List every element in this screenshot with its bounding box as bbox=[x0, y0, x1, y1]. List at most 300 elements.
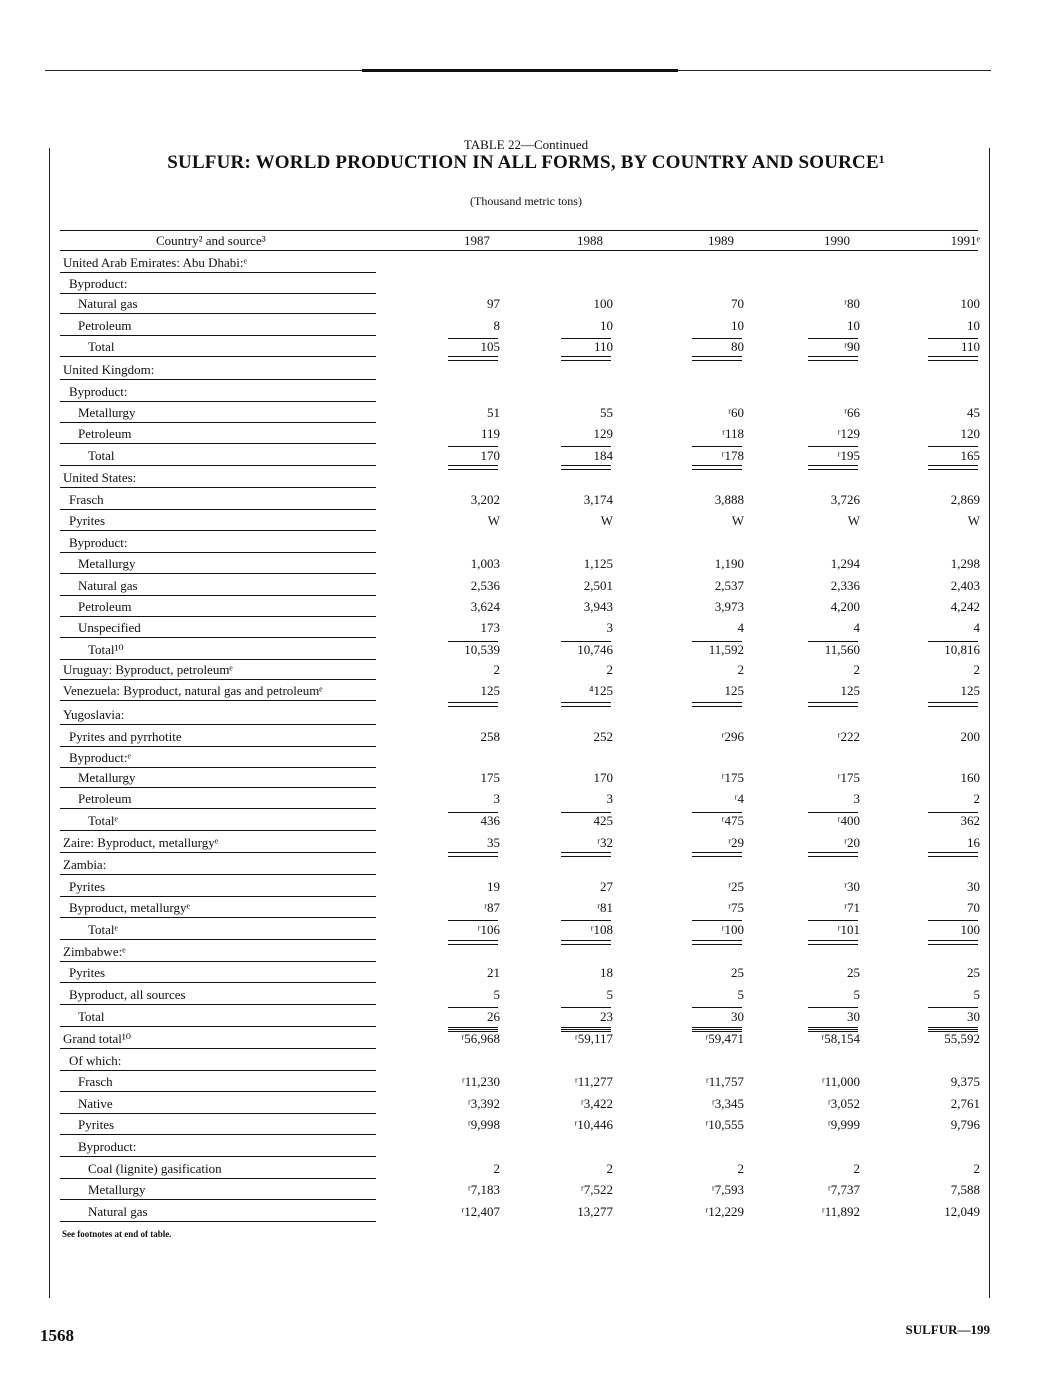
column-header-country: Country² and source³ bbox=[156, 233, 266, 248]
double-sum-rule bbox=[692, 852, 742, 857]
row-value bbox=[694, 942, 744, 962]
row-value: 170 bbox=[480, 448, 500, 463]
sum-rule bbox=[692, 1029, 742, 1030]
double-sum-rule bbox=[448, 940, 498, 945]
column-header-1991: 1991ᵉ bbox=[950, 233, 980, 248]
row-value: 51 bbox=[487, 405, 500, 420]
sum-rule bbox=[692, 338, 742, 339]
row-value bbox=[694, 382, 744, 402]
double-sum-rule bbox=[561, 465, 611, 470]
table-row bbox=[0, 1180, 1052, 1201]
running-head: SULFUR—199 bbox=[905, 1322, 990, 1337]
row-value: 105 bbox=[480, 339, 500, 354]
row-value: 1,003 bbox=[470, 556, 500, 571]
row-value: ʳ66 bbox=[844, 405, 860, 420]
row-value bbox=[694, 533, 744, 553]
row-value: 10 bbox=[600, 318, 613, 333]
row-value: 2,536 bbox=[470, 578, 500, 593]
row-value: 110 bbox=[960, 339, 980, 354]
row-value: 125 bbox=[960, 683, 980, 698]
row-value: ʳ56,968 bbox=[461, 1031, 500, 1046]
row-value: 10,539 bbox=[464, 642, 500, 657]
row-value bbox=[930, 942, 980, 962]
row-value: 1,298 bbox=[950, 556, 980, 571]
row-value: 436 bbox=[480, 813, 500, 828]
row-value bbox=[450, 533, 500, 553]
row-value: 3 bbox=[606, 620, 613, 635]
row-value bbox=[930, 748, 980, 768]
row-value bbox=[930, 382, 980, 402]
double-sum-rule bbox=[692, 465, 742, 470]
double-sum-rule bbox=[561, 852, 611, 857]
row-value: 173 bbox=[480, 620, 500, 635]
row-value bbox=[930, 1137, 980, 1157]
row-value: 2,537 bbox=[714, 578, 744, 593]
row-value bbox=[450, 748, 500, 768]
row-value: ʳ296 bbox=[721, 729, 744, 744]
column-header-1990: 1990 bbox=[824, 233, 850, 248]
sum-rule bbox=[561, 812, 611, 813]
row-value: ʳ7,183 bbox=[467, 1182, 500, 1197]
row-value: ʳ11,230 bbox=[461, 1074, 500, 1089]
row-value: 184 bbox=[593, 448, 613, 463]
row-value: 4 bbox=[973, 620, 980, 635]
double-sum-rule bbox=[928, 356, 978, 361]
row-value bbox=[563, 468, 613, 488]
table-row bbox=[0, 554, 1052, 575]
sum-rule bbox=[928, 812, 978, 813]
row-value: 30 bbox=[967, 879, 980, 894]
table-row bbox=[0, 1051, 1052, 1072]
table-row bbox=[0, 1007, 1052, 1028]
row-label: Pyrites and pyrrhotite bbox=[60, 727, 376, 747]
row-label: Petroleum bbox=[60, 424, 376, 444]
row-value: 70 bbox=[967, 900, 980, 915]
row-label: Zimbabwe:ᵉ bbox=[60, 942, 376, 962]
table-row bbox=[0, 855, 1052, 876]
row-value bbox=[810, 855, 860, 875]
double-sum-rule bbox=[808, 465, 858, 470]
row-value: 5 bbox=[737, 987, 744, 1002]
row-value bbox=[930, 1051, 980, 1071]
table-row bbox=[0, 511, 1052, 532]
double-sum-rule bbox=[928, 465, 978, 470]
row-value: 258 bbox=[480, 729, 500, 744]
double-sum-rule bbox=[928, 940, 978, 945]
table-row bbox=[0, 811, 1052, 832]
table-row bbox=[0, 618, 1052, 639]
row-label: Zambia: bbox=[60, 855, 376, 875]
sum-rule bbox=[448, 641, 498, 642]
row-label: Yugoslavia: bbox=[60, 705, 376, 725]
row-value bbox=[810, 1051, 860, 1071]
row-value: 10 bbox=[731, 318, 744, 333]
row-value bbox=[450, 942, 500, 962]
row-label: Pyrites bbox=[60, 877, 376, 897]
row-label: Total bbox=[60, 337, 376, 357]
row-value bbox=[563, 533, 613, 553]
double-sum-rule bbox=[928, 702, 978, 707]
table-row bbox=[0, 1115, 1052, 1136]
row-value: 5 bbox=[973, 987, 980, 1002]
row-value: ʳ58,154 bbox=[821, 1031, 860, 1046]
row-value: 4,200 bbox=[830, 599, 860, 614]
row-value: 2,761 bbox=[950, 1096, 980, 1111]
table-row bbox=[0, 316, 1052, 337]
row-value: ʳ30 bbox=[844, 879, 860, 894]
row-value: ʳ3,345 bbox=[711, 1096, 744, 1111]
sum-rule bbox=[448, 920, 498, 921]
row-value: 3 bbox=[606, 791, 613, 806]
table-row bbox=[0, 576, 1052, 597]
double-sum-rule bbox=[448, 356, 498, 361]
row-value bbox=[930, 468, 980, 488]
row-label: Petroleum bbox=[60, 789, 376, 809]
table-row bbox=[0, 920, 1052, 941]
double-sum-rule bbox=[561, 702, 611, 707]
row-value: 3,943 bbox=[583, 599, 613, 614]
row-value: ʳ87 bbox=[484, 900, 500, 915]
row-value: ʳ7,522 bbox=[580, 1182, 613, 1197]
row-value bbox=[450, 1051, 500, 1071]
row-value: 13,277 bbox=[577, 1204, 613, 1219]
row-value: 27 bbox=[600, 879, 613, 894]
row-label: Byproduct:ᵉ bbox=[60, 748, 376, 768]
row-value: ʳ4 bbox=[734, 791, 744, 806]
row-value: 23 bbox=[600, 1009, 613, 1024]
double-sum-rule bbox=[561, 940, 611, 945]
table-row bbox=[0, 1029, 1052, 1050]
table-row bbox=[0, 1072, 1052, 1093]
row-label: Metallurgy bbox=[60, 554, 376, 574]
row-value: 4,242 bbox=[950, 599, 980, 614]
row-value bbox=[450, 382, 500, 402]
sum-rule bbox=[448, 812, 498, 813]
row-value: 2 bbox=[853, 662, 860, 677]
row-value: 25 bbox=[847, 965, 860, 980]
row-value: 125 bbox=[840, 683, 860, 698]
row-label: Petroleum bbox=[60, 597, 376, 617]
row-value: 100 bbox=[960, 296, 980, 311]
row-value: 100 bbox=[960, 922, 980, 937]
row-value: W bbox=[731, 513, 744, 528]
row-value: 12,049 bbox=[944, 1204, 980, 1219]
footnote: See footnotes at end of table. bbox=[62, 1229, 172, 1239]
row-value: 1,190 bbox=[714, 556, 744, 571]
top-rule-accent bbox=[362, 69, 678, 72]
table-row bbox=[0, 1094, 1052, 1115]
row-value bbox=[694, 748, 744, 768]
row-value: ʳ222 bbox=[837, 729, 860, 744]
row-value: ʳ80 bbox=[844, 296, 860, 311]
row-value bbox=[694, 855, 744, 875]
row-label: Of which: bbox=[60, 1051, 376, 1071]
row-value: ʳ3,422 bbox=[580, 1096, 613, 1111]
row-value: 170 bbox=[593, 770, 613, 785]
table-row bbox=[0, 597, 1052, 618]
column-header-1989: 1989 bbox=[708, 233, 734, 248]
row-value bbox=[563, 855, 613, 875]
row-value: 55,592 bbox=[944, 1031, 980, 1046]
sum-rule bbox=[808, 338, 858, 339]
row-value: ʳ11,757 bbox=[705, 1074, 744, 1089]
row-value: ʳ12,407 bbox=[461, 1204, 500, 1219]
row-value: ʳ195 bbox=[837, 448, 860, 463]
row-label: Byproduct, metallurgyᵉ bbox=[60, 898, 376, 918]
table-row bbox=[0, 942, 1052, 963]
table-row bbox=[0, 789, 1052, 810]
row-label: Uruguay: Byproduct, petroleumᵉ bbox=[60, 660, 376, 680]
sum-rule bbox=[808, 641, 858, 642]
double-sum-rule bbox=[808, 702, 858, 707]
row-value: 55 bbox=[600, 405, 613, 420]
sum-rule bbox=[561, 1007, 611, 1008]
row-label: Byproduct: bbox=[60, 382, 376, 402]
table-row bbox=[0, 640, 1052, 661]
row-value: ʳ9,998 bbox=[467, 1117, 500, 1132]
row-value: ʳ11,892 bbox=[821, 1204, 860, 1219]
table-row bbox=[0, 681, 1052, 702]
row-value: 2,501 bbox=[583, 578, 613, 593]
row-value: 100 bbox=[593, 296, 613, 311]
sum-rule bbox=[561, 641, 611, 642]
sum-rule bbox=[448, 1029, 498, 1030]
row-value bbox=[930, 274, 980, 294]
row-value: 165 bbox=[960, 448, 980, 463]
row-value: 2,403 bbox=[950, 578, 980, 593]
row-value bbox=[810, 942, 860, 962]
table-row bbox=[0, 1202, 1052, 1223]
row-value: ʳ108 bbox=[590, 922, 613, 937]
row-label: Totalᵉ bbox=[60, 811, 376, 831]
table-row bbox=[0, 424, 1052, 445]
row-value: W bbox=[487, 513, 500, 528]
row-label: Pyrites bbox=[60, 511, 376, 531]
row-value: 160 bbox=[960, 770, 980, 785]
row-label: Coal (lignite) gasification bbox=[60, 1159, 376, 1179]
row-value bbox=[563, 274, 613, 294]
row-value bbox=[563, 382, 613, 402]
row-value: 200 bbox=[960, 729, 980, 744]
row-value: 97 bbox=[487, 296, 500, 311]
table-row bbox=[0, 403, 1052, 424]
row-value: 3,174 bbox=[583, 492, 613, 507]
row-value: ʳ71 bbox=[844, 900, 860, 915]
sum-rule bbox=[561, 920, 611, 921]
row-value bbox=[563, 705, 613, 725]
table-row bbox=[0, 468, 1052, 489]
table-row bbox=[0, 1159, 1052, 1180]
table-row bbox=[0, 490, 1052, 511]
sum-rule bbox=[448, 1007, 498, 1008]
row-value: ʳ11,000 bbox=[821, 1074, 860, 1089]
row-value: 5 bbox=[606, 987, 613, 1002]
row-value: ʳ10,555 bbox=[705, 1117, 744, 1132]
row-label: Byproduct: bbox=[60, 1137, 376, 1157]
row-label: Total bbox=[60, 1007, 376, 1027]
row-value: 9,796 bbox=[950, 1117, 980, 1132]
row-value: ʳ101 bbox=[837, 922, 860, 937]
row-value bbox=[563, 1051, 613, 1071]
row-value: ʳ475 bbox=[721, 813, 744, 828]
row-value: 110 bbox=[593, 339, 613, 354]
row-value: 120 bbox=[960, 426, 980, 441]
table-row bbox=[0, 963, 1052, 984]
row-value: ʳ90 bbox=[844, 339, 860, 354]
row-value bbox=[450, 1137, 500, 1157]
row-value: 2 bbox=[737, 1161, 744, 1176]
header-top-rule bbox=[60, 230, 978, 231]
row-value bbox=[450, 855, 500, 875]
row-value bbox=[563, 748, 613, 768]
row-value: 3,973 bbox=[714, 599, 744, 614]
row-value: 1,125 bbox=[583, 556, 613, 571]
sum-rule bbox=[561, 1029, 611, 1030]
row-label: Unspecified bbox=[60, 618, 376, 638]
column-header-1988: 1988 bbox=[577, 233, 603, 248]
row-value: ʳ3,052 bbox=[827, 1096, 860, 1111]
row-value bbox=[930, 533, 980, 553]
row-value bbox=[810, 748, 860, 768]
row-value: 2,869 bbox=[950, 492, 980, 507]
table-row bbox=[0, 253, 1052, 274]
row-value: 3,624 bbox=[470, 599, 500, 614]
row-value: ʳ9,999 bbox=[827, 1117, 860, 1132]
table-row bbox=[0, 274, 1052, 295]
row-value bbox=[563, 1137, 613, 1157]
row-value: 3,726 bbox=[830, 492, 860, 507]
row-value: 11,592 bbox=[708, 642, 744, 657]
row-value: W bbox=[600, 513, 613, 528]
row-value: 2 bbox=[853, 1161, 860, 1176]
row-value: ʳ7,737 bbox=[827, 1182, 860, 1197]
row-value: ʳ29 bbox=[728, 835, 744, 850]
row-value: ʳ100 bbox=[721, 922, 744, 937]
sum-rule bbox=[808, 812, 858, 813]
row-value: ⁴125 bbox=[588, 683, 613, 698]
table-row bbox=[0, 337, 1052, 358]
double-sum-rule bbox=[448, 465, 498, 470]
row-value: 4 bbox=[853, 620, 860, 635]
row-value: W bbox=[967, 513, 980, 528]
row-value: 252 bbox=[593, 729, 613, 744]
table-row bbox=[0, 660, 1052, 681]
row-value: 2,336 bbox=[830, 578, 860, 593]
sum-rule bbox=[692, 641, 742, 642]
row-value: 129 bbox=[593, 426, 613, 441]
row-value: 2 bbox=[973, 662, 980, 677]
sum-rule bbox=[928, 338, 978, 339]
row-value: 30 bbox=[967, 1009, 980, 1024]
table-row bbox=[0, 382, 1052, 403]
row-value: ʳ20 bbox=[844, 835, 860, 850]
row-value: 45 bbox=[967, 405, 980, 420]
row-value: ʳ175 bbox=[837, 770, 860, 785]
row-value bbox=[450, 468, 500, 488]
row-label: Metallurgy bbox=[60, 1180, 376, 1200]
row-value bbox=[694, 705, 744, 725]
double-sum-rule bbox=[928, 852, 978, 857]
table-row bbox=[0, 294, 1052, 315]
row-value: 18 bbox=[600, 965, 613, 980]
row-value bbox=[930, 360, 980, 380]
table-caption: TABLE 22—Continued bbox=[463, 137, 589, 152]
row-value: ʳ60 bbox=[728, 405, 744, 420]
row-value: ʳ12,229 bbox=[705, 1204, 744, 1219]
row-value: 3,202 bbox=[470, 492, 500, 507]
table-row bbox=[0, 748, 1052, 769]
row-value bbox=[694, 253, 744, 273]
row-value: ʳ400 bbox=[837, 813, 860, 828]
row-value: 425 bbox=[593, 813, 613, 828]
row-value bbox=[810, 1137, 860, 1157]
sum-rule bbox=[808, 446, 858, 447]
sum-rule bbox=[561, 338, 611, 339]
row-value: 2 bbox=[606, 1161, 613, 1176]
row-value: 80 bbox=[731, 339, 744, 354]
row-value: ʳ129 bbox=[837, 426, 860, 441]
row-value: 30 bbox=[731, 1009, 744, 1024]
row-value: 2 bbox=[737, 662, 744, 677]
row-value bbox=[694, 360, 744, 380]
row-label: Native bbox=[60, 1094, 376, 1114]
double-sum-rule bbox=[808, 940, 858, 945]
row-label: Byproduct: bbox=[60, 274, 376, 294]
header-bottom-rule bbox=[60, 250, 978, 251]
row-value: 3 bbox=[493, 791, 500, 806]
row-label: Pyrites bbox=[60, 1115, 376, 1135]
row-value bbox=[694, 468, 744, 488]
double-sum-rule bbox=[808, 356, 858, 361]
row-value: 362 bbox=[960, 813, 980, 828]
sum-rule bbox=[928, 920, 978, 921]
row-value: ʳ11,277 bbox=[574, 1074, 613, 1089]
sum-rule bbox=[692, 812, 742, 813]
row-value bbox=[450, 360, 500, 380]
row-value: 8 bbox=[493, 318, 500, 333]
row-value: ʳ106 bbox=[477, 922, 500, 937]
row-value: 4 bbox=[737, 620, 744, 635]
sum-rule bbox=[928, 1007, 978, 1008]
row-value bbox=[810, 533, 860, 553]
row-value: 2 bbox=[493, 1161, 500, 1176]
row-value: 35 bbox=[487, 835, 500, 850]
row-value bbox=[930, 855, 980, 875]
sum-rule bbox=[928, 641, 978, 642]
row-value: 26 bbox=[487, 1009, 500, 1024]
row-value: ʳ25 bbox=[728, 879, 744, 894]
sum-rule bbox=[928, 446, 978, 447]
row-value: 70 bbox=[731, 296, 744, 311]
row-value: 3 bbox=[853, 791, 860, 806]
table-row bbox=[0, 446, 1052, 467]
row-label: Zaire: Byproduct, metallurgyᵉ bbox=[60, 833, 376, 853]
row-value: 10 bbox=[967, 318, 980, 333]
table-row bbox=[0, 360, 1052, 381]
row-value bbox=[450, 274, 500, 294]
double-sum-rule bbox=[692, 940, 742, 945]
double-sum-rule bbox=[448, 702, 498, 707]
double-sum-rule bbox=[692, 356, 742, 361]
row-value: 25 bbox=[967, 965, 980, 980]
row-value: ʳ175 bbox=[721, 770, 744, 785]
row-value bbox=[810, 253, 860, 273]
row-label: Frasch bbox=[60, 490, 376, 510]
row-value: ʳ3,392 bbox=[467, 1096, 500, 1111]
row-value bbox=[563, 253, 613, 273]
sum-rule bbox=[561, 446, 611, 447]
row-value: ʳ10,446 bbox=[574, 1117, 613, 1132]
